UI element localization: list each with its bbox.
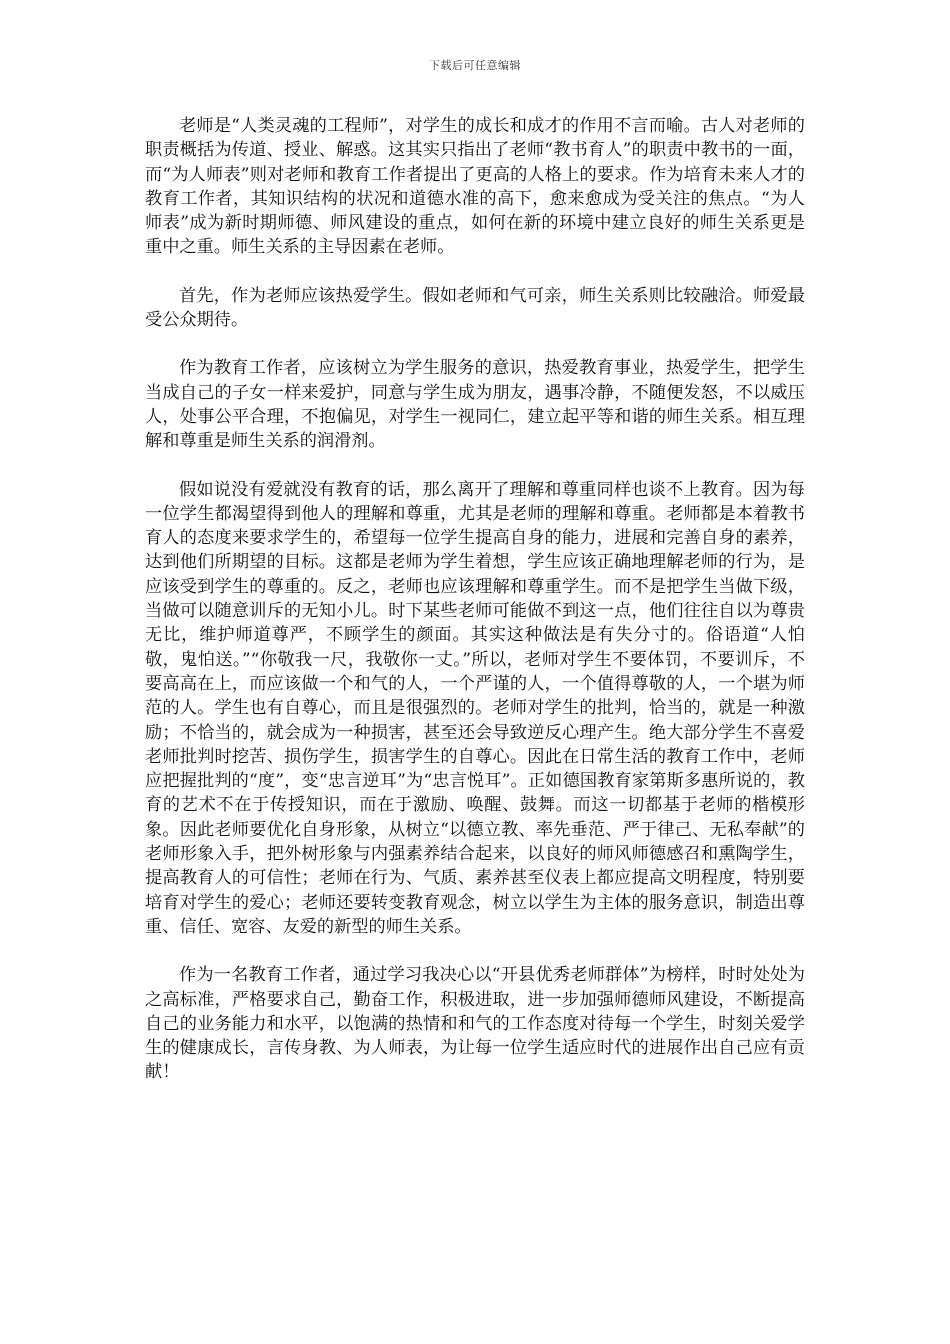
paragraph-intro: 老师是“人类灵魂的工程师”，对学生的成长和成才的作用不言而喻。古人对老师的职责概括为传道、授业、解惑。这其实只指出了老师“教书育人”的职责中教书的一面，而“为人师表”则对老师和教育工作者提出了更高的人格上的要求。作为培育未来人才的教育工作者，其知识结构的状况和道德水准的高下，愈来愈成为受关注的焦点。“为人师表”成为新时期师德、师风建设的重点，如何在新的环境中建立良好的师生关系更是重中之重。师生关系的主导因素在老师。 — [145, 116, 805, 258]
paragraph-conclusion: 作为一名教育工作者，通过学习我决心以“开县优秀老师群体”为榜样，时时处处为之高标准，严格要求自己，勤奋工作，积极进取，进一步加强师德师风建设，不断提高自己的业务能力和水平，以饱满的热情和和气的工作态度对待每一个学生，时刻关爱学生的健康成长，言传身教、为人师表，为让每一位学生适应时代的进展作出自己应有贡献！ — [145, 965, 805, 1083]
paragraph-love-students: 首先，作为老师应该热爱学生。假如老师和气可亲，师生关系则比较融洽。师爱最受公众期待。 — [145, 285, 805, 331]
paragraph-understanding-respect: 假如说没有爱就没有教育的话，那么离开了理解和尊重同样也谈不上教育。因为每一位学生都渴望得到他人的理解和尊重，尤其是老师的理解和尊重。老师都是本着教书育人的态度来要求学生的，希望每一位学生提高自身的能力，进展和完善自身的素养，达到他们所期望的目标。这都是老师为学生着想，学生应该正确地理解老师的行为，是应该受到学生的尊重的。反之，老师也应该理解和尊重学生。而不是把学生当做下级，当做可以随意训斥的无知小儿。时下某些老师可能做不到这一点，他们往往自以为尊贵无比，维护师道尊严，不顾学生的颜面。其实这种做法是有失分寸的。俗语道“人怕敬，鬼怕送。”“你敬我一尺，我敬你一丈。”所以，老师对学生不要体罚，不要训斥，不要高高在上，而应该做一个和气的人，一个严谨的人，一个值得尊敬的人，一个堪为师范的人。学生也有自尊心，而且是很强烈的。老师对学生的批判，恰当的，就是一种激励；不恰当的，就会成为一种损害，甚至还会导致逆反心理产生。绝大部分学生不喜爱老师批判时挖苦、损伤学生，损害学生的自尊心。因此在日常生活的教育工作中，老师应把握批判的“度”，变“忠言逆耳”为“忠言悦耳”。正如德国教育家第斯多惠所说的，教育的艺术不在于传授知识，而在于激励、唤醒、鼓舞。而这一切都基于老师的楷模形象。因此老师要优化自身形象，从树立“以德立教、率先垂范、严于律己、无私奉献”的老师形象入手，把外树形象与内强素养结合起来，以良好的师风师德感召和熏陶学生，提高教育人的可信性；老师在行为、气质、素养甚至仪表上都应提高文明程度，特别要培育对学生的爱心；老师还要转变教育观念，树立以学生为主体的服务意识，制造出尊重、信任、宽容、友爱的新型的师生关系。 — [145, 479, 805, 937]
page-header: 下载后可任意编辑 — [429, 59, 521, 72]
paragraph-service-awareness: 作为教育工作者，应该树立为学生服务的意识，热爱教育事业，热爱学生，把学生当成自己的子女一样来爱护，同意与学生成为朋友，遇事冷静，不随便发怒，不以威压人，处事公平合理，不抱偏见，对学生一视同仁，建立起平等和谐的师生关系。相互理解和尊重是师生关系的润滑剂。 — [145, 358, 805, 452]
document-body — [145, 114, 805, 1109]
